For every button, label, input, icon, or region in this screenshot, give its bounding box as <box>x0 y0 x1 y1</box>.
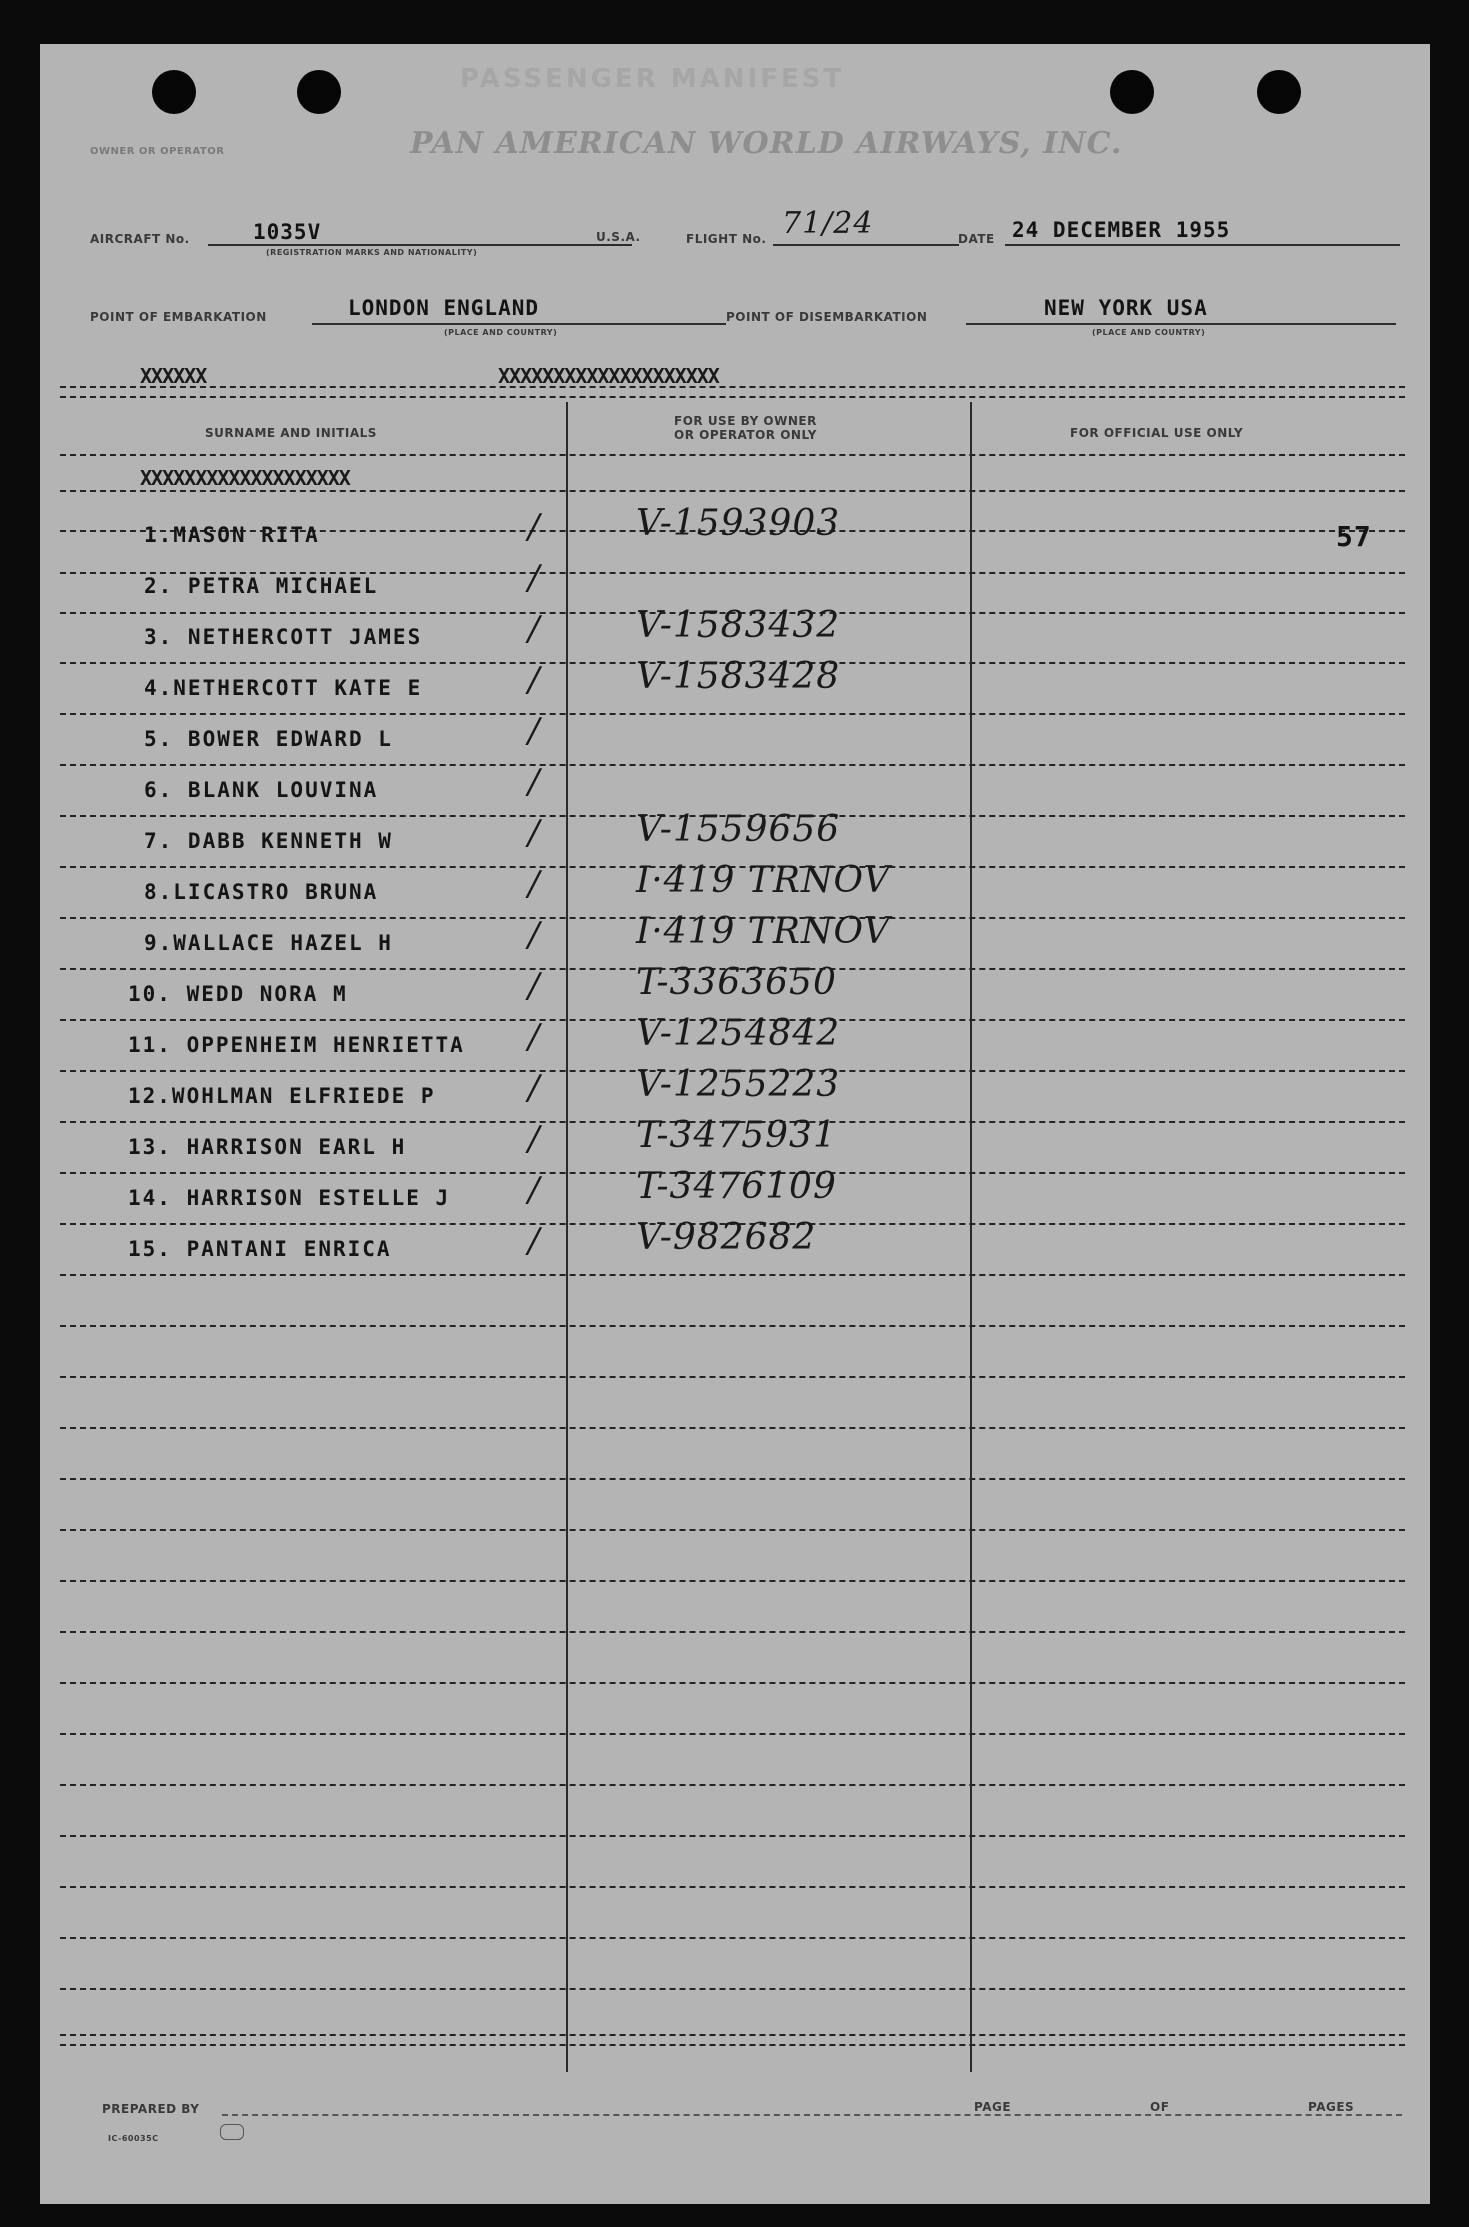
passenger-name: 12.WOHLMAN ELFRIEDE P <box>128 1084 436 1108</box>
airline-name: PAN AMERICAN WORLD AIRWAYS, INC. <box>410 126 1123 161</box>
check-mark: / <box>528 1119 541 1159</box>
aircraft-value: 1035V <box>253 220 322 244</box>
passenger-name: 6. BLANK LOUVINA <box>144 778 379 802</box>
punch-hole <box>1110 70 1154 114</box>
check-mark: / <box>528 915 541 955</box>
struck-text: XXXXXXXXXXXXXXXXXXX <box>140 466 350 490</box>
check-mark: / <box>528 1068 541 1108</box>
disembarkation-label: POINT OF DISEMBARKATION <box>726 310 928 324</box>
rule-line <box>60 1478 1405 1480</box>
prepared-by-label: PREPARED BY <box>102 2102 200 2116</box>
passenger-name: 11. OPPENHEIM HENRIETTA <box>128 1033 465 1057</box>
manifest-sheet <box>40 44 1430 2204</box>
check-mark: / <box>528 660 541 700</box>
document-number: V-982682 <box>636 1217 817 1258</box>
passenger-name: 8.LICASTRO BRUNA <box>144 880 379 904</box>
document-number: V-1559656 <box>636 809 841 850</box>
page-label: PAGE <box>974 2100 1012 2114</box>
document-number: V-1583432 <box>636 605 841 646</box>
col-owner-use-2: OR OPERATOR ONLY <box>674 428 817 442</box>
check-mark: / <box>528 711 541 751</box>
check-mark: / <box>528 609 541 649</box>
passenger-name: 9.WALLACE HAZEL H <box>144 931 393 955</box>
form-code: IC-60035C <box>108 2134 159 2143</box>
check-mark: / <box>528 966 541 1006</box>
owner-label: OWNER OR OPERATOR <box>90 146 225 157</box>
rule-line <box>60 764 1405 766</box>
punch-hole <box>1257 70 1301 114</box>
document-number: I·419 TRNOV <box>636 911 891 952</box>
check-mark: / <box>528 507 541 547</box>
passenger-name: 5. BOWER EDWARD L <box>144 727 393 751</box>
rule-line <box>60 1886 1405 1888</box>
document-number: T-3363650 <box>636 962 837 1003</box>
passenger-name: 13. HARRISON EARL H <box>128 1135 407 1159</box>
document-number: T-3475931 <box>636 1115 837 1156</box>
rule-line <box>60 1682 1405 1684</box>
passenger-name: 14. HARRISON ESTELLE J <box>128 1186 451 1210</box>
document-number: I·419 TRNOV <box>636 860 891 901</box>
rule-line <box>60 1988 1405 1990</box>
form-title: PASSENGER MANIFEST <box>460 64 845 94</box>
of-label: OF <box>1150 2100 1170 2114</box>
struck-text: XXXXXXXXXXXXXXXXXXXX <box>498 364 719 388</box>
document-number: V-1583428 <box>636 656 841 697</box>
rule-line <box>60 713 1405 715</box>
embarkation-label: POINT OF EMBARKATION <box>90 310 267 324</box>
rule-line <box>60 1274 1405 1276</box>
passenger-name: 3. NETHERCOTT JAMES <box>144 625 423 649</box>
rule-line <box>60 1325 1405 1327</box>
rule-line <box>60 1529 1405 1531</box>
check-mark: / <box>528 1221 541 1261</box>
passenger-name: 10. WEDD NORA M <box>128 982 348 1006</box>
col-surname: SURNAME AND INITIALS <box>205 426 377 440</box>
col-official: FOR OFFICIAL USE ONLY <box>1070 426 1244 440</box>
rule-line <box>60 1631 1405 1633</box>
date-value: 24 DECEMBER 1955 <box>1012 218 1231 242</box>
rule-line <box>60 1376 1405 1378</box>
union-label-icon <box>220 2124 244 2140</box>
aircraft-caption: (REGISTRATION MARKS AND NATIONALITY) <box>266 248 478 257</box>
date-label: DATE <box>958 232 995 246</box>
rule-line <box>60 1580 1405 1582</box>
check-mark: / <box>528 762 541 802</box>
nationality-label: U.S.A. <box>596 230 641 244</box>
embarkation-caption: (PLACE AND COUNTRY) <box>444 328 558 337</box>
rule-line <box>60 1427 1405 1429</box>
rule-line <box>60 1733 1405 1735</box>
flight-value: 71/24 <box>782 206 874 241</box>
rule-line <box>60 1937 1405 1939</box>
check-mark: / <box>528 813 541 853</box>
passenger-name: 4.NETHERCOTT KATE E <box>144 676 423 700</box>
document-number: V-1255223 <box>636 1064 841 1105</box>
disembarkation-value: NEW YORK USA <box>1044 296 1208 320</box>
flight-label: FLIGHT No. <box>686 232 767 246</box>
passenger-name: 7. DABB KENNETH W <box>144 829 393 853</box>
pages-label: PAGES <box>1308 2100 1355 2114</box>
passenger-name: 15. PANTANI ENRICA <box>128 1237 392 1261</box>
passenger-name: 2. PETRA MICHAEL <box>144 574 379 598</box>
punch-hole <box>297 70 341 114</box>
rule-line <box>60 1835 1405 1837</box>
aircraft-label: AIRCRAFT No. <box>90 232 190 246</box>
document-number: V-1254842 <box>636 1013 841 1054</box>
official-number: 57 <box>1336 520 1372 553</box>
check-mark: / <box>528 864 541 904</box>
document-number: T-3476109 <box>636 1166 837 1207</box>
rule-line <box>60 490 1405 492</box>
rule-line <box>60 454 1405 456</box>
col-owner-use-1: FOR USE BY OWNER <box>674 414 817 428</box>
struck-text: XXXXXX <box>140 364 207 388</box>
check-mark: / <box>528 1170 541 1210</box>
disembarkation-caption: (PLACE AND COUNTRY) <box>1092 328 1206 337</box>
rule-line <box>60 1784 1405 1786</box>
embarkation-value: LONDON ENGLAND <box>348 296 540 320</box>
punch-hole <box>152 70 196 114</box>
document-number: V-1593903 <box>636 503 841 544</box>
check-mark: / <box>528 1017 541 1057</box>
check-mark: / <box>528 558 541 598</box>
passenger-name: 1.MASON RITA <box>144 523 320 547</box>
